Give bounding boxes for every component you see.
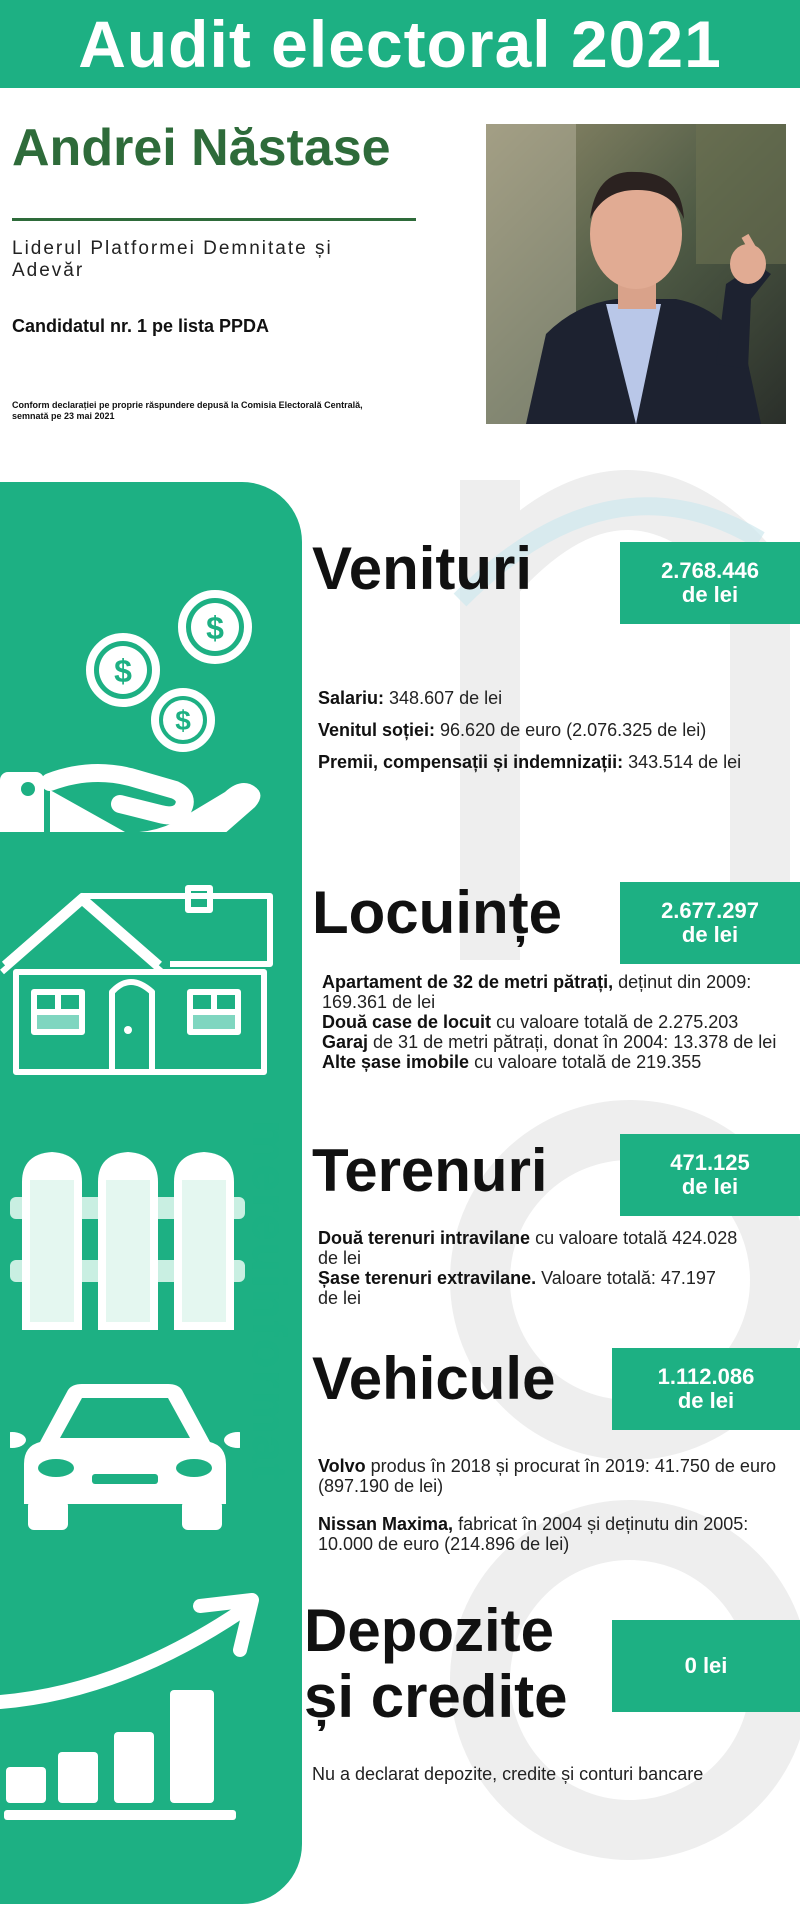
amount-value: 2.768.446 [661,558,759,583]
amount-unit: de lei [681,582,739,607]
list-item: Șase terenuri extravilane. Valoare totală: 47.197 [318,1268,716,1288]
amount-unit: de lei [677,1388,735,1413]
section-details-locuinte [322,972,782,1072]
watermark-text: mereuinformat [242,1120,295,1483]
section-title-venituri: Venituri [312,535,533,602]
list-item: Două case de locuit cu valoare totală de 2.275.203 [322,1012,739,1032]
growth-chart-icon [0,1592,260,1822]
svg-text:$: $ [114,653,132,689]
candidate-list-number: Candidatul nr. 1 pe lista PPDA [12,316,270,336]
amount-unit: de lei [681,922,739,947]
svg-text:$: $ [175,705,191,736]
amount-badge-locuinte [620,882,800,964]
house-icon [0,882,290,1082]
list-item: Venitul soției: 96.620 de euro (2.076.325 de lei) [318,720,707,740]
list-item: Apartament de 32 de metri pătrați, deținut din 2009: 169.361 de lei [322,972,752,1012]
amount-badge-vehicule [612,1348,800,1430]
list-item: Două terenuri intravilane cu valoare totală 424.028 de lei [318,1228,738,1268]
list-item: Garaj de 31 de metri pătrați, donat în 2004: 13.378 de lei [322,1032,777,1052]
section-details-venituri [318,688,758,784]
list-item: Premii, compensații și indemnizații: 343.514 de lei [318,752,742,772]
section-details-vehicule [318,1456,788,1566]
list-item: Salariu: 348.607 de lei [318,688,503,708]
section-title-locuinte: Locuințe [312,879,562,946]
candidate-photo [486,124,786,424]
section-title-terenuri: Terenuri [312,1137,548,1204]
amount-badge-venituri [620,542,800,624]
amount-value: 2.677.297 [661,898,759,923]
amount-badge-depozite [612,1620,800,1712]
amount-unit: de lei [681,1174,739,1199]
amount-value: 1.112.086 [657,1364,755,1389]
amount-value: 471.125 [670,1150,750,1175]
candidate-name: Andrei Năstase [12,119,391,177]
money-hand-icon [0,552,270,832]
section-details-depozite: Nu a declarat depozite, credite și conturi bancare [312,1764,704,1784]
section-title-vehicule: Vehicule [312,1345,556,1412]
amount-value: 0 lei [684,1653,728,1678]
list-item: de lei [318,1288,362,1308]
page-title: Audit electoral 2021 [78,7,722,81]
name-divider [12,218,416,221]
section-details-terenuri [318,1228,758,1308]
car-icon [10,1382,240,1532]
section-title-depozite: Depozite și credite [304,1597,568,1730]
list-item: Alte șase imobile cu valoare totală de 219.355 [322,1052,702,1072]
list-item: Volvo produs în 2018 și procurat în 2019: 41.750 de euro (897.190 de lei) [318,1456,776,1496]
candidate-role: Liderul Platformei Demnitate și Adevăr [12,238,333,281]
source-note: Conform declarației pe proprie răspundere depusă la Comisia Electorală Centrală, semnată pe 23 mai 2021 [12,400,363,421]
list-item: Nissan Maxima, fabricat în 2004 și deținutu din 2005: 10.000 de euro (214.896 de lei) [318,1514,749,1554]
fence-icon [0,1142,260,1332]
amount-badge-terenuri [620,1134,800,1216]
svg-text:$: $ [206,610,224,646]
